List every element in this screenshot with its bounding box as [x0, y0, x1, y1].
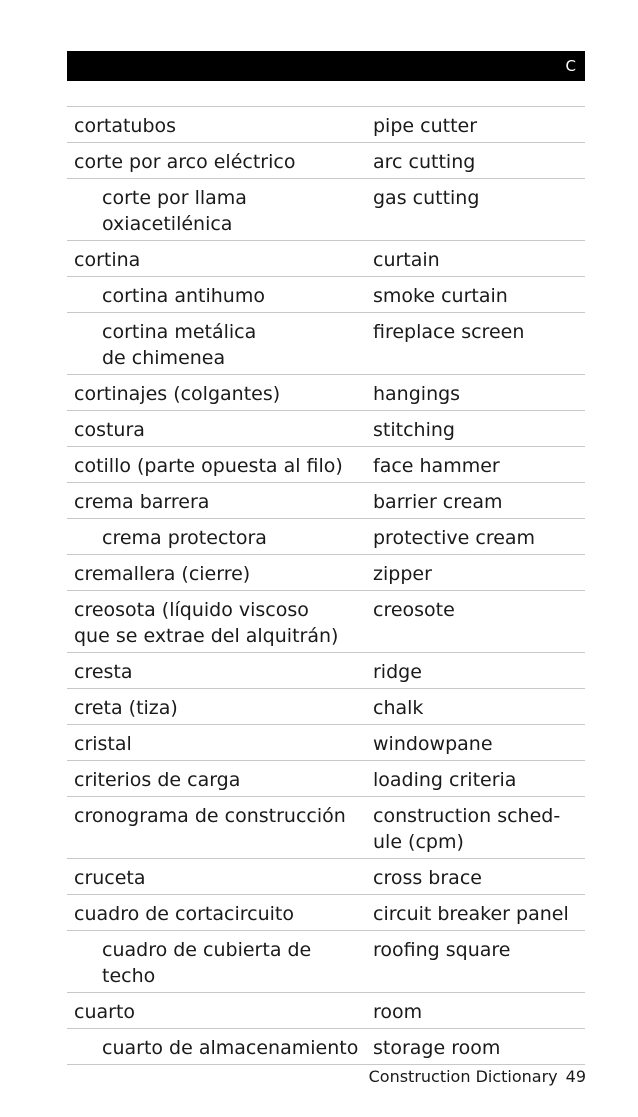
book-title: Construction Dictionary	[368, 1067, 558, 1086]
glossary-entry-row	[67, 689, 585, 725]
glossary-entry-row	[67, 143, 585, 179]
spanish-term: crema barrera	[74, 491, 210, 513]
spanish-term: cortatubos	[74, 115, 177, 137]
spanish-term: cresta	[74, 661, 133, 683]
spanish-term: cotillo (parte opuesta al filo)	[74, 455, 343, 477]
english-term: circuit breaker panel	[373, 903, 569, 925]
glossary-entry-row	[67, 725, 585, 761]
glossary-entry-row	[67, 761, 585, 797]
english-term: barrier cream	[373, 491, 503, 513]
spanish-term: cuarto de almacenamiento	[102, 1037, 359, 1059]
spanish-term: cortina metálica de chimenea	[102, 321, 257, 369]
english-term: arc cutting	[373, 151, 476, 173]
glossary-entry-row	[67, 555, 585, 591]
spanish-term: cristal	[74, 733, 132, 755]
glossary-entry-row	[67, 653, 585, 689]
glossary-entry-row	[67, 107, 585, 143]
glossary-entry-row	[67, 447, 585, 483]
english-term: protective cream	[373, 527, 536, 549]
spanish-term: costura	[74, 419, 145, 441]
glossary-entry-row	[67, 241, 585, 277]
english-term: ridge	[373, 661, 422, 683]
glossary-entry-row	[67, 375, 585, 411]
glossary-entry-row	[67, 993, 585, 1029]
spanish-term: cronograma de construcción	[74, 805, 346, 827]
spanish-term: cortinajes (colgantes)	[74, 383, 281, 405]
english-term: roofing square	[373, 939, 511, 961]
glossary-entry-row	[67, 591, 585, 653]
glossary-entry-row	[67, 411, 585, 447]
glossary-entry-row	[67, 859, 585, 895]
spanish-term: cuarto	[74, 1001, 136, 1023]
english-term: room	[373, 1001, 423, 1023]
spanish-term: cuadro de cubierta de techo	[102, 939, 312, 987]
spanish-term: cortina	[74, 249, 141, 271]
english-term: gas cutting	[373, 187, 480, 209]
english-term: curtain	[373, 249, 440, 271]
english-term: creosote	[373, 599, 455, 621]
spanish-term: corte por arco eléctrico	[74, 151, 296, 173]
english-term: smoke curtain	[373, 285, 508, 307]
glossary-subentry-row	[67, 179, 585, 241]
section-header-bar	[67, 51, 585, 81]
english-term: loading criteria	[373, 769, 517, 791]
glossary-subentry-row	[67, 277, 585, 313]
page-number: 49	[565, 1067, 586, 1086]
english-term: cross brace	[373, 867, 482, 889]
english-term: windowpane	[373, 733, 493, 755]
section-letter: C	[565, 57, 576, 75]
glossary-subentry-row	[67, 931, 585, 993]
spanish-term: cuadro de cortacircuito	[74, 903, 294, 925]
english-term: construction sched- ule (cpm)	[373, 805, 561, 853]
spanish-term: cremallera (cierre)	[74, 563, 251, 585]
english-term: hangings	[373, 383, 461, 405]
glossary-entry-row	[67, 797, 585, 859]
english-term: zipper	[373, 563, 432, 585]
glossary-subentry-row	[67, 519, 585, 555]
page-footer	[369, 1066, 586, 1088]
glossary-subentry-row	[67, 313, 585, 375]
spanish-term: creta (tiza)	[74, 697, 178, 719]
spanish-term: crema protectora	[102, 527, 267, 549]
english-term: pipe cutter	[373, 115, 478, 137]
glossary-entry-row	[67, 483, 585, 519]
spanish-term: creosota (líquido viscoso que se extrae del alquitrán)	[74, 599, 339, 647]
english-term: stitching	[373, 419, 455, 441]
spanish-term: criterios de carga	[74, 769, 241, 791]
glossary-entry-row	[67, 895, 585, 931]
english-term: storage room	[373, 1037, 501, 1059]
english-term: chalk	[373, 697, 424, 719]
spanish-term: cortina antihumo	[102, 285, 265, 307]
english-term: fireplace screen	[373, 321, 525, 343]
english-term: face hammer	[373, 455, 500, 477]
glossary-subentry-row	[67, 1029, 585, 1065]
spanish-term: cruceta	[74, 867, 146, 889]
spanish-term: corte por llama oxiacetilénica	[102, 187, 247, 235]
glossary-table	[67, 106, 585, 1065]
